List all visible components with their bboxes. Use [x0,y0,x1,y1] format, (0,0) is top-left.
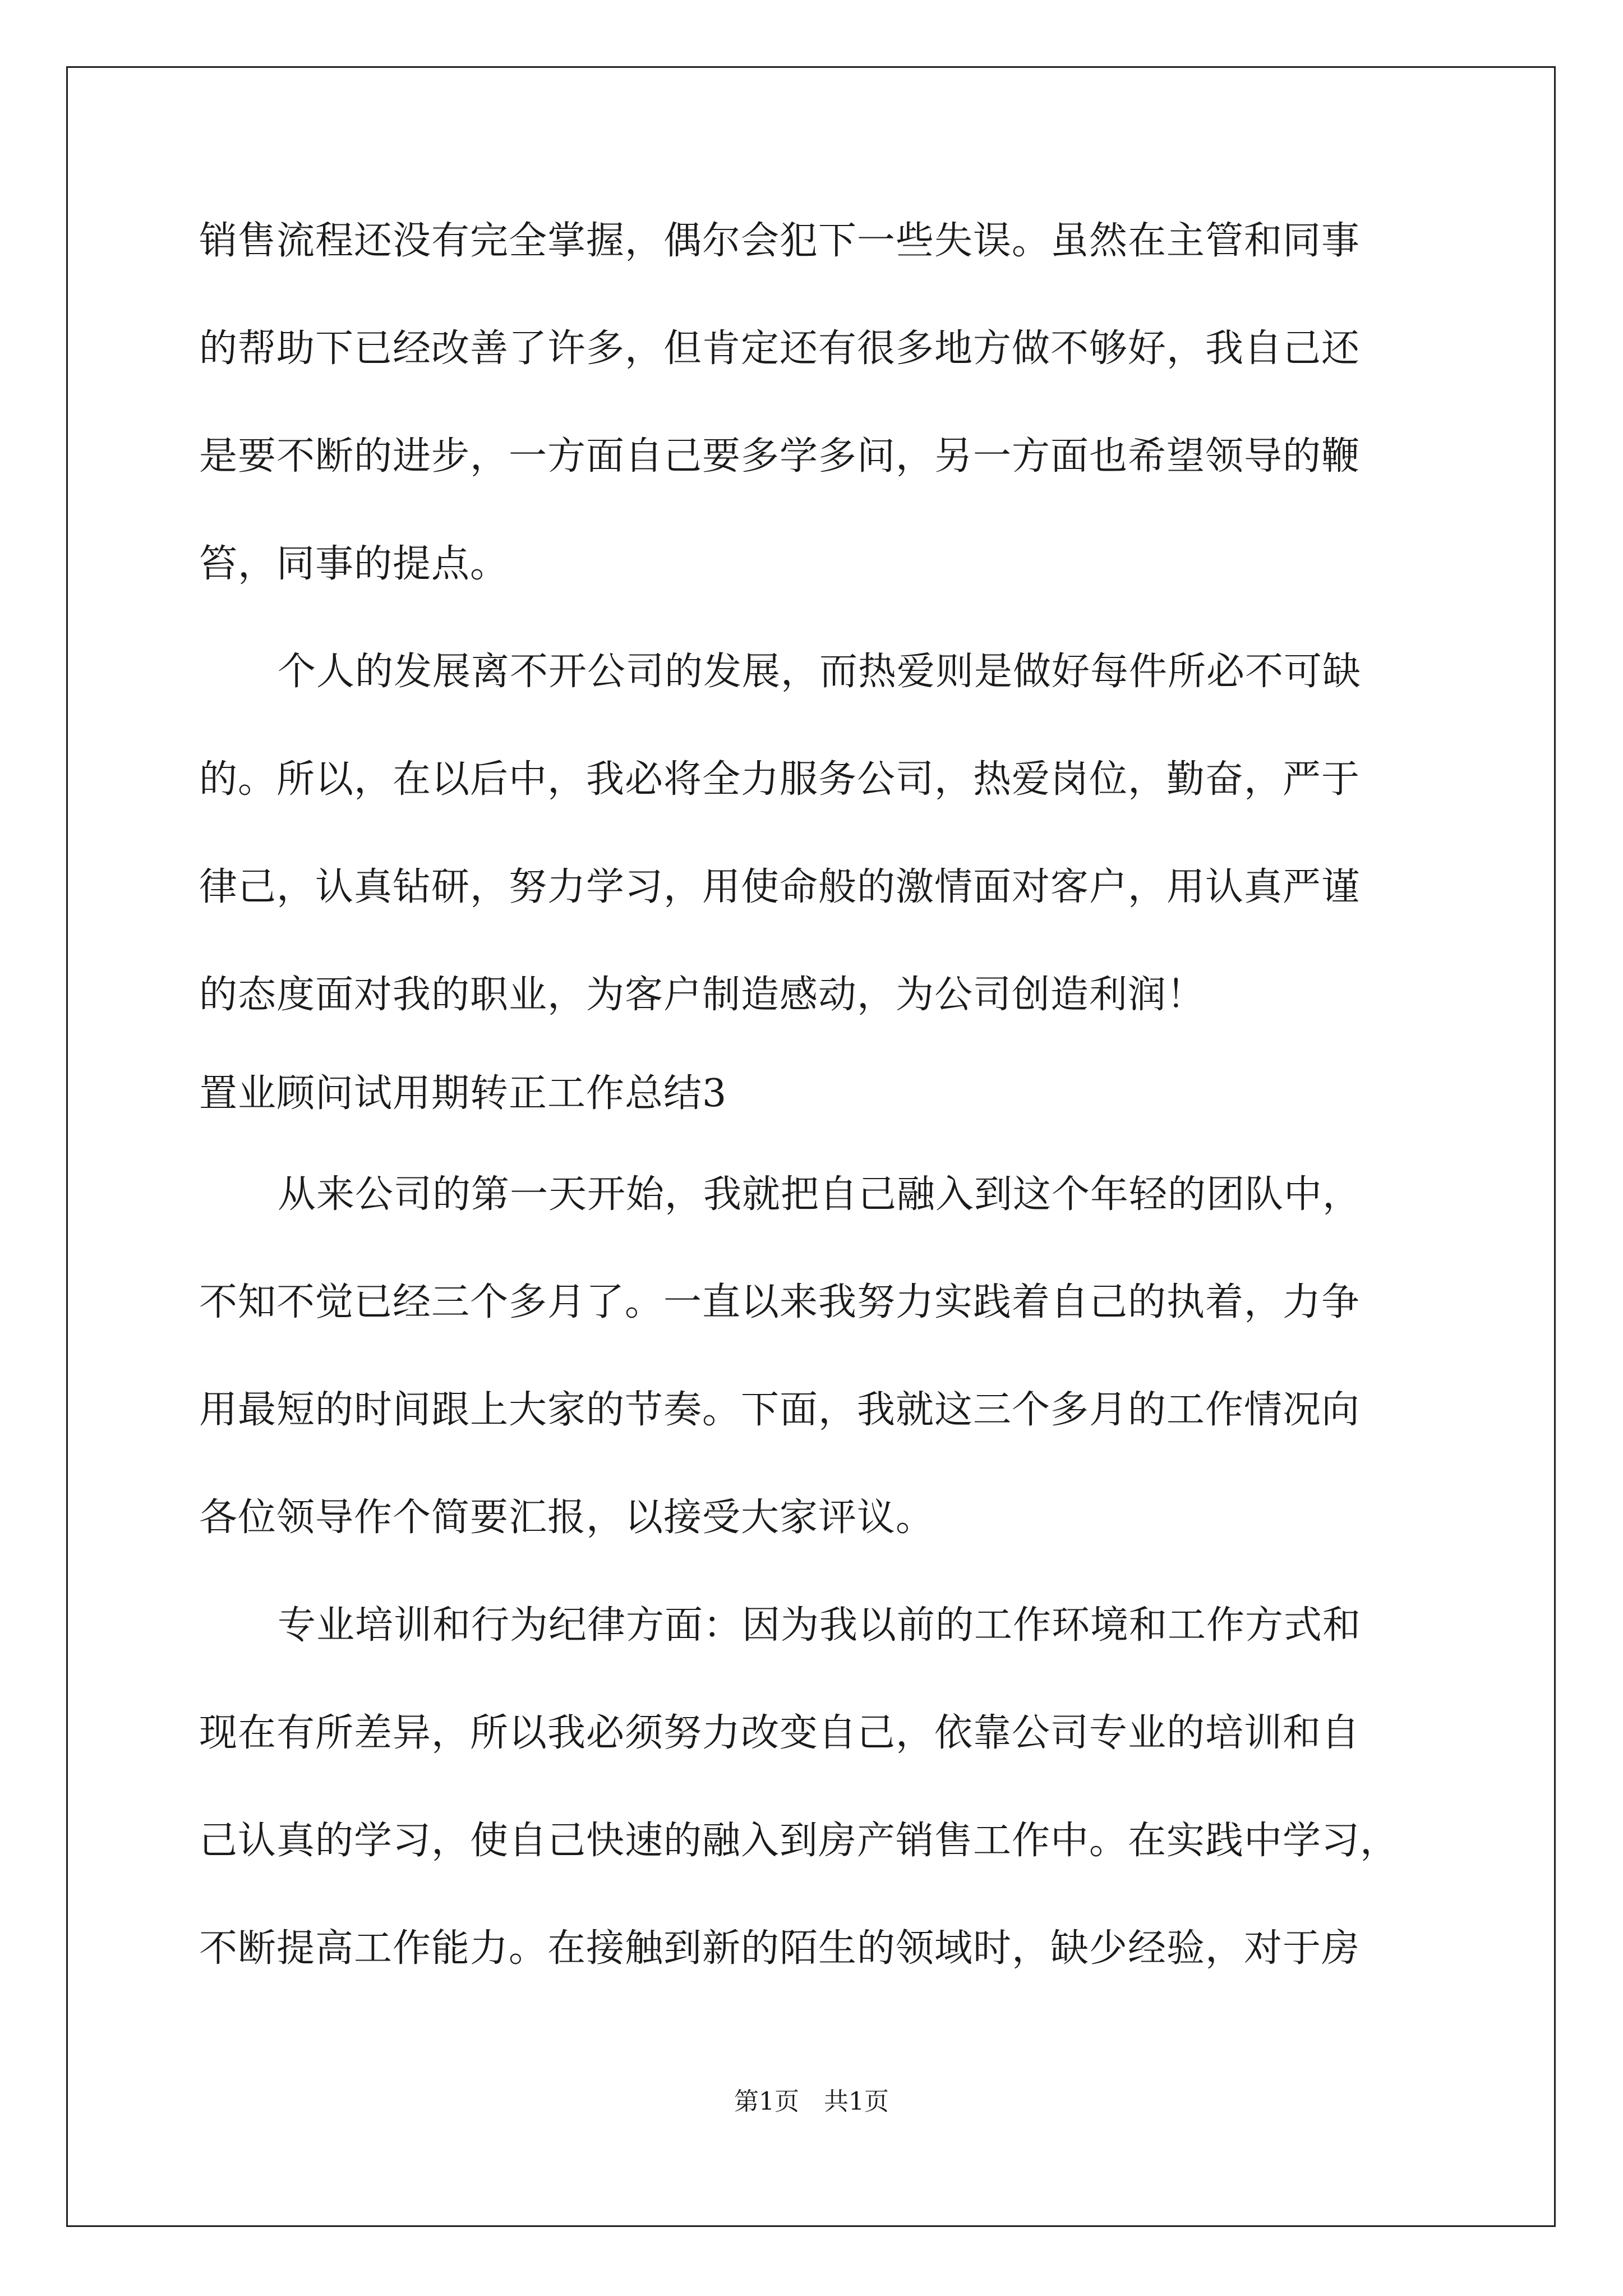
text-line: 用最短的时间跟上大家的节奏。下面，我就这三个多月的工作情况向 [199,1388,1361,1432]
paragraph-start-line: 专业培训和行为纪律方面：因为我以前的工作环境和工作方式和 [278,1603,1362,1648]
text-line: 律己，认真钻研，努力学习，用使命般的激情面对客户，用认真严谨 [199,865,1361,909]
paragraph-start-line: 从来公司的第一天开始，我就把自己融入到这个年轻的团队中， [278,1172,1362,1217]
section-heading: 置业顾问试用期转正工作总结3 [199,1071,727,1116]
text-line: 的态度面对我的职业，为客户制造感动，为公司创造利润！ [199,973,1206,1017]
text-line: 的。所以，在以后中，我必将全力服务公司，热爱岗位，勤奋，严于 [199,757,1361,802]
text-line: 笞，同事的提点。 [199,542,509,586]
text-line: 销售流程还没有完全掌握，偶尔会犯下一些失误。虽然在主管和同事 [199,219,1361,263]
text-line: 是要不断的进步，一方面自己要多学多问，另一方面也希望领导的鞭 [199,434,1361,478]
text-line: 己认真的学习，使自己快速的融入到房产销售工作中。在实践中学习， [199,1819,1399,1863]
text-line: 不知不觉已经三个多月了。一直以来我努力实践着自己的执着，力争 [199,1280,1361,1324]
page-number-footer: 第1页 共1页 [734,2087,889,2116]
paragraph-start-line: 个人的发展离不开公司的发展，而热爱则是做好每件所必不可缺 [278,650,1362,694]
text-line: 不断提高工作能力。在接触到新的陌生的领域时，缺少经验，对于房 [199,1926,1361,1971]
page-border [66,66,1556,2227]
text-line: 各位领导作个简要汇报，以接受大家评议。 [199,1496,935,1540]
text-line: 的帮助下已经改善了许多，但肯定还有很多地方做不够好，我自己还 [199,326,1361,371]
text-line: 现在有所差异，所以我必须努力改变自己，依靠公司专业的培训和自 [199,1711,1361,1755]
